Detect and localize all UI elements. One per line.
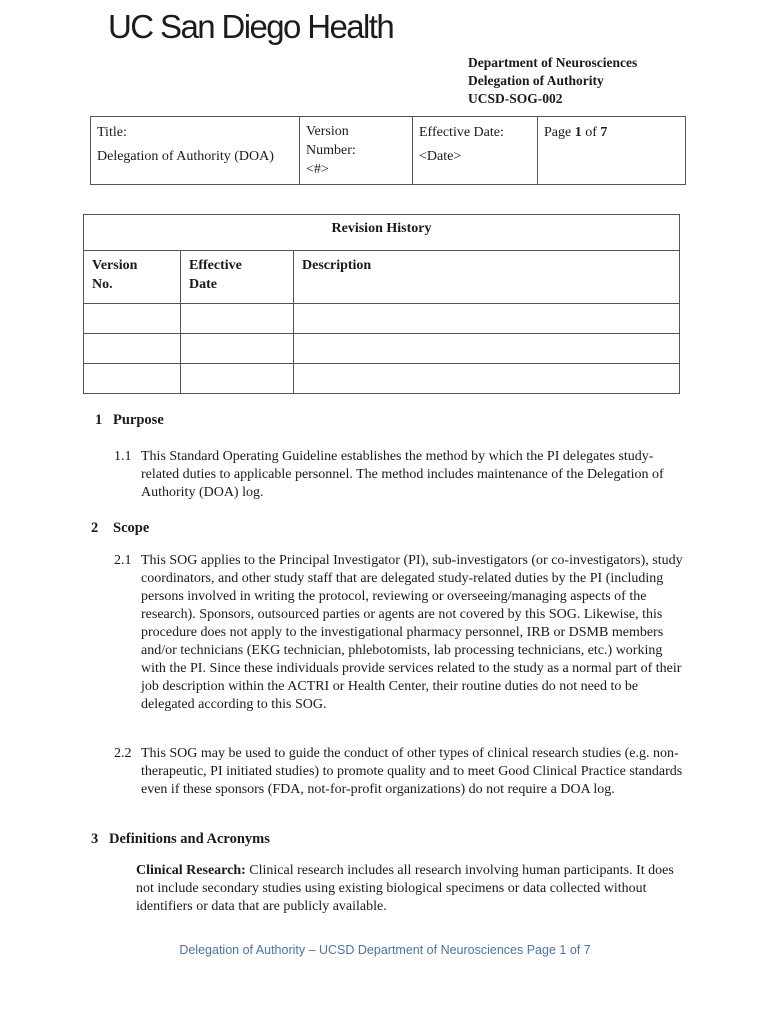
section-title: Definitions and Acronyms (109, 831, 270, 847)
page-prefix: Page (544, 125, 575, 140)
table-row (84, 364, 680, 394)
title-cell (91, 117, 300, 185)
document-code: UCSD-SOG-002 (468, 91, 563, 106)
effective-date-label: Effective Date: (419, 125, 504, 140)
table-row (84, 304, 680, 334)
effective-date-cell (413, 117, 538, 185)
paragraph-number: 1.1 (114, 449, 132, 464)
column-header-description (294, 251, 680, 304)
paragraph-number: 2.1 (114, 553, 132, 568)
paragraph-2-2 (114, 745, 686, 799)
revision-history-table (83, 214, 680, 394)
page-total: 7 (600, 125, 608, 140)
section-title: Scope (113, 520, 150, 536)
definition-term: Clinical Research: (136, 863, 246, 878)
version-label-line2: Number: (306, 143, 356, 158)
section-heading-purpose (95, 412, 164, 429)
department-name: Department of Neurosciences (468, 55, 638, 70)
document-header-table (90, 116, 686, 185)
version-value: <#> (306, 162, 329, 177)
page-number-cell (538, 117, 686, 185)
definition-text: Clinical research includes all research involving human participants. It does not include secondary studies using existing biological specimens or data collected without identifiers or data that are publicly available. (136, 863, 674, 914)
title-label: Title: (97, 125, 127, 140)
section-number: 2 (91, 520, 99, 536)
section-heading-scope (91, 520, 149, 537)
column-header-effective-date (181, 251, 294, 304)
department-block (468, 54, 637, 108)
paragraph-1-1 (114, 448, 686, 502)
paragraph-text: This Standard Operating Guideline establishes the method by which the PI delegates study-related duties to applicable personnel. The method includes maintenance of the Delegation of Authority (DOA) log. (141, 449, 664, 500)
column-header-line: Effective (189, 258, 242, 273)
paragraph-text: This SOG may be used to guide the conduct of other types of clinical research studies (e.g. non-therapeutic, PI initiated studies) to promote quality and to meet Good Clinical Practice standards even if these sponsors (FDA, not-for-profit organizations) do not require a DOA log. (141, 746, 683, 797)
column-header-line: Version (92, 258, 138, 273)
column-header-line: No. (92, 277, 113, 292)
version-cell (300, 117, 413, 185)
page-current: 1 (574, 125, 582, 140)
document-subject: Delegation of Authority (468, 73, 604, 88)
version-label-line1: Version (306, 124, 349, 139)
uc-san-diego-health-logo: UC San Diego Health (108, 8, 394, 45)
revision-history-title: Revision History (84, 215, 680, 251)
paragraph-number: 2.2 (114, 746, 132, 761)
column-header-line: Description (302, 258, 372, 273)
paragraph-text: This SOG applies to the Principal Investigator (PI), sub-investigators (or co-investigators), study coordinators, and other study staff that are delegated study-related duties by the PI (including persons involved in writing the protocol, reviewing or overseeing/managing aspects of the research). Sponsors, outsourced parties or agents are not covered by this SOG. Likewise, this procedure does not apply to the investigational pharmacy personnel, IRB or DSMB members and/or technicians (EKG technician, phlebotomists, lab processing technicians, etc.) working with the PI. Since these individuals provide services related to the study as a normal part of their job description within the ACTRI or Health Center, their routine duties do not need to be delegated according to this SOG. (141, 553, 683, 712)
title-value: Delegation of Authority (DOA) (97, 149, 274, 164)
paragraph-2-1 (114, 552, 686, 714)
column-header-line: Date (189, 277, 217, 292)
definition-clinical-research (136, 862, 681, 916)
section-heading-definitions (91, 831, 270, 848)
section-title: Purpose (113, 412, 164, 428)
column-header-version (84, 251, 181, 304)
page-footer: Delegation of Authority – UCSD Department of Neurosciences Page 1 of 7 (179, 943, 591, 957)
effective-date-value: <Date> (419, 149, 462, 164)
section-number: 1 (95, 412, 103, 428)
page-of: of (581, 125, 601, 140)
table-row (84, 334, 680, 364)
section-number: 3 (91, 831, 99, 847)
